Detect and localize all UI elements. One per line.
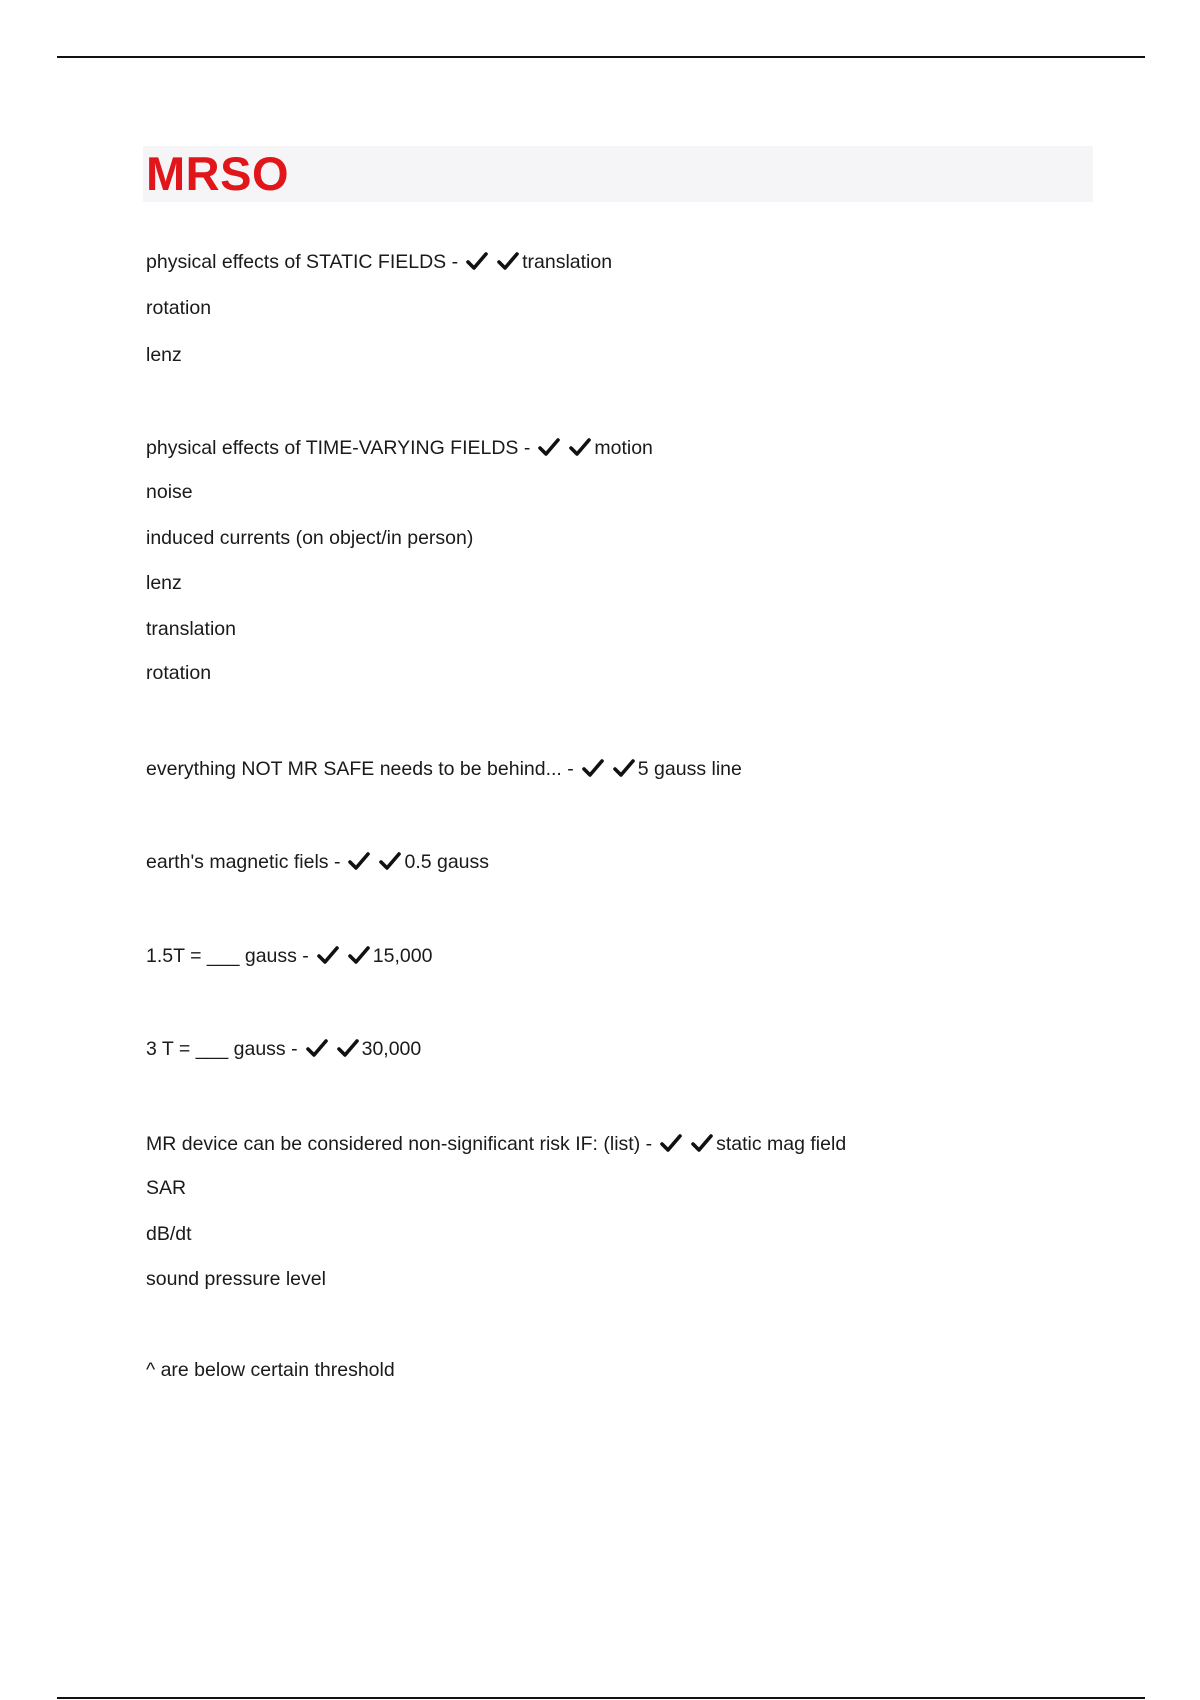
flashcard-question — [146, 943, 432, 969]
threshold-note: ^ are below certain threshold — [146, 1359, 395, 1381]
question-text: physical effects of STATIC FIELDS - — [146, 251, 459, 273]
check-icon — [348, 851, 370, 871]
check-icon — [569, 437, 591, 457]
flashcard-question — [146, 435, 653, 461]
answer-list-item: translation — [146, 618, 236, 640]
check-icon — [582, 758, 604, 778]
answer-list-item: rotation — [146, 297, 212, 319]
flashcard-question — [146, 756, 742, 782]
check-icon — [613, 758, 635, 778]
flashcard-question — [146, 1036, 421, 1062]
flashcard-question — [146, 1131, 846, 1157]
question-text: 3 T = ___ gauss - — [146, 1038, 298, 1060]
footer-rule — [57, 1697, 1145, 1699]
question-text: 1.5T = ___ gauss - — [146, 945, 309, 967]
answer-text: 5 gauss line — [637, 758, 742, 780]
check-icon — [660, 1133, 682, 1153]
question-text: physical effects of TIME-VARYING FIELDS - — [146, 437, 531, 459]
answer-text: 0.5 gauss — [404, 851, 490, 873]
answer-text: translation — [522, 251, 613, 273]
answer-list-item: rotation — [146, 662, 212, 684]
answer-list-item: sound pressure level — [146, 1268, 326, 1290]
header-rule — [57, 56, 1145, 58]
check-icon — [379, 851, 401, 871]
answer-text: static mag field — [716, 1133, 847, 1155]
document-title: MRSO — [146, 147, 289, 200]
check-icon — [306, 1038, 328, 1058]
answer-list-item: dB/dt — [146, 1223, 192, 1245]
check-icon — [348, 945, 370, 965]
check-icon — [497, 251, 519, 271]
answer-text: 15,000 — [372, 945, 433, 967]
answer-list-item: lenz — [146, 572, 182, 594]
question-text: earth's magnetic fiels - — [146, 851, 341, 873]
answer-text: motion — [594, 437, 653, 459]
check-icon — [466, 251, 488, 271]
flashcard-question — [146, 249, 612, 275]
question-text: MR device can be considered non-significant risk IF: (list) - — [146, 1133, 653, 1155]
answer-text: 30,000 — [361, 1038, 422, 1060]
answer-list-item: induced currents (on object/in person) — [146, 527, 474, 549]
check-icon — [691, 1133, 713, 1153]
answer-list-item: noise — [146, 481, 193, 503]
question-text: everything NOT MR SAFE needs to be behind... - — [146, 758, 574, 780]
answer-list-item: SAR — [146, 1177, 187, 1199]
answer-list-item: lenz — [146, 344, 182, 366]
flashcard-question — [146, 849, 489, 875]
check-icon — [317, 945, 339, 965]
check-icon — [337, 1038, 359, 1058]
check-icon — [538, 437, 560, 457]
